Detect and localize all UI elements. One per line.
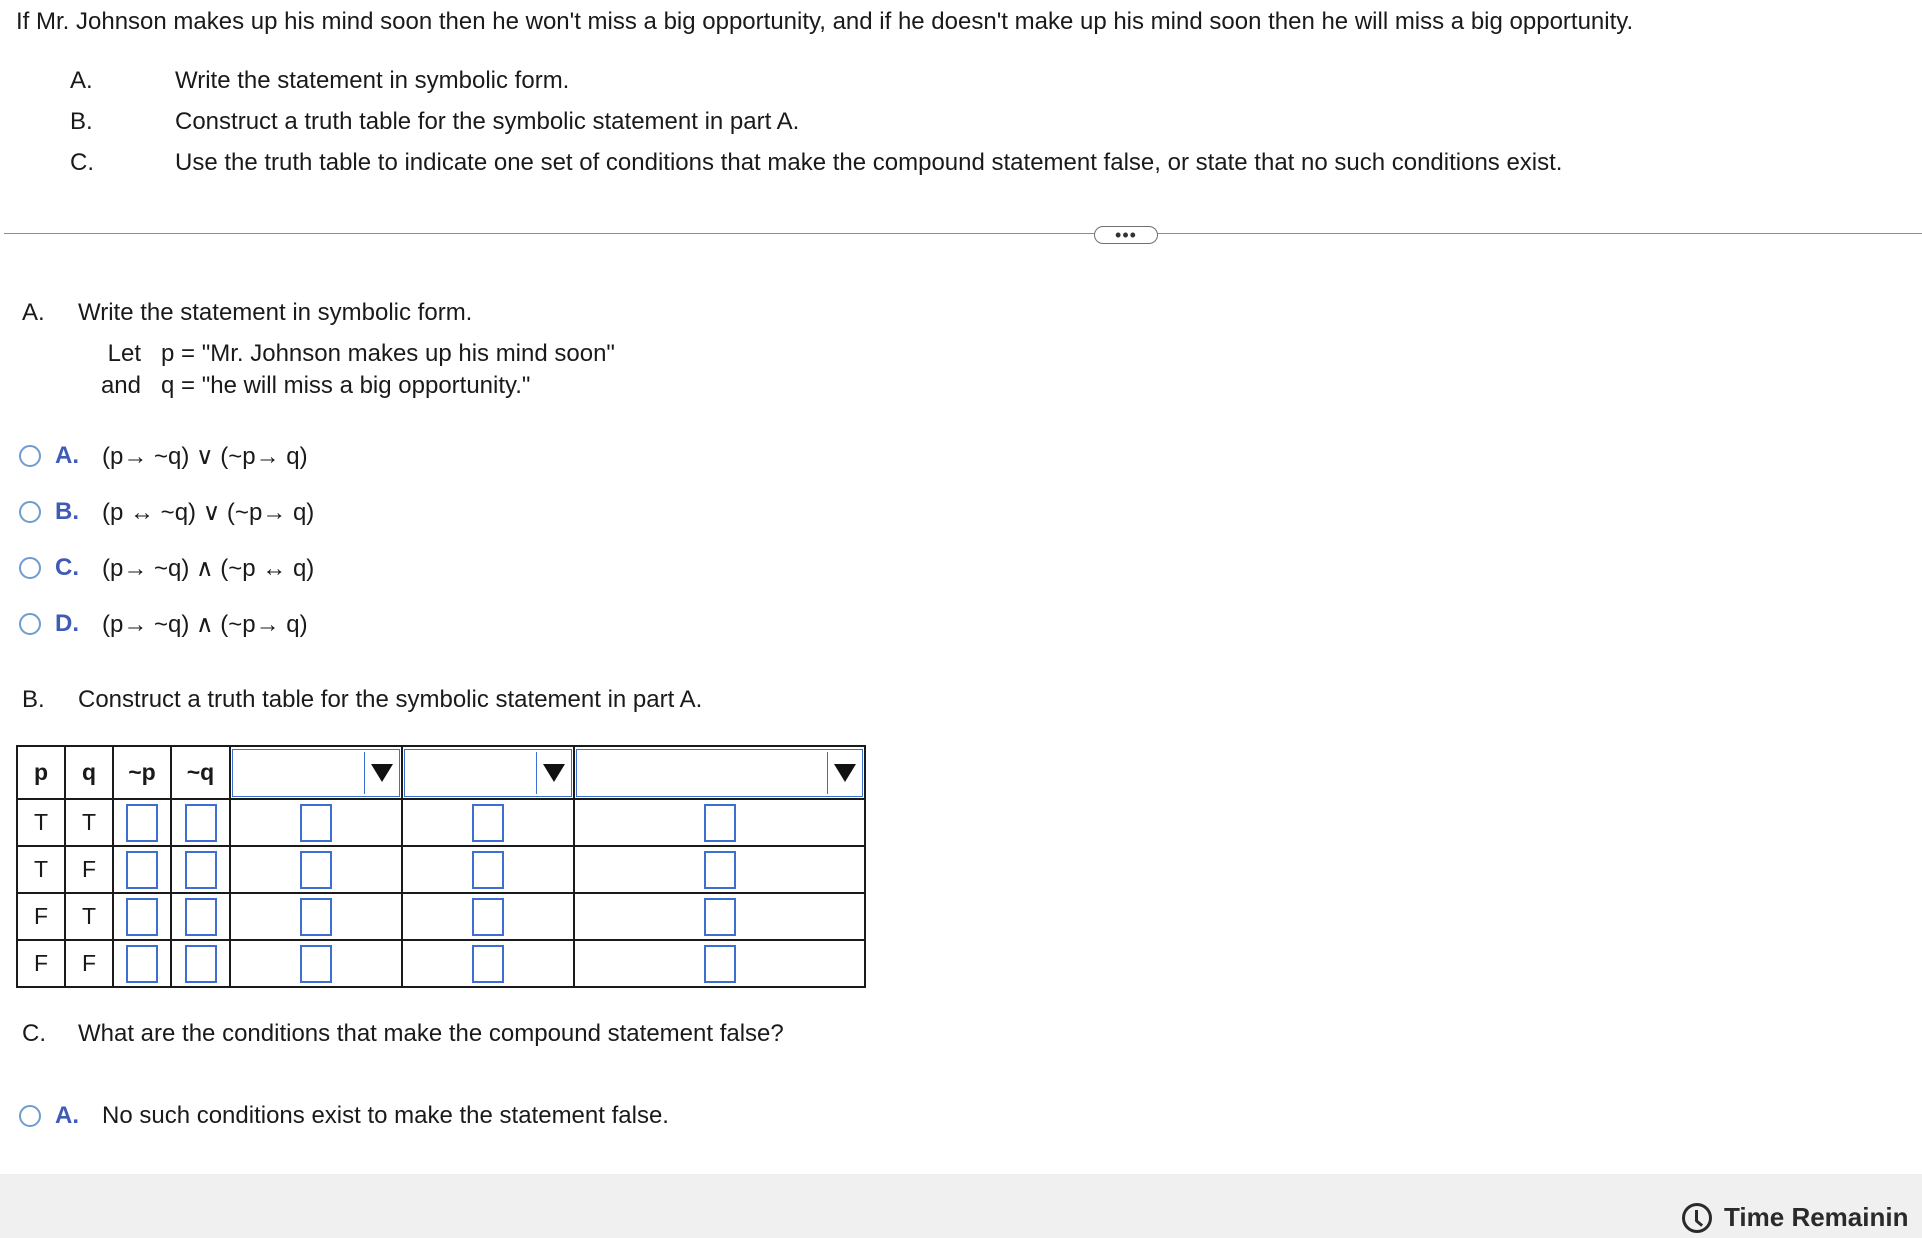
truth-table-row: [17, 940, 865, 987]
part-a-letter: A.: [22, 299, 45, 326]
cell-input: [113, 893, 171, 940]
clock-icon: [1682, 1203, 1712, 1233]
part-a-option-d[interactable]: [19, 604, 308, 644]
option-letter: B.: [55, 498, 79, 525]
cell-input: [230, 846, 402, 893]
truth-table-header: [17, 746, 865, 799]
header-q: q: [65, 746, 113, 799]
part-c-heading: [22, 1020, 784, 1048]
cell-p: F: [17, 893, 65, 940]
answer-input-box[interactable]: [704, 898, 736, 936]
answer-input-box[interactable]: [704, 804, 736, 842]
cell-q: T: [65, 799, 113, 846]
part-b-title: Construct a truth table for the symbolic statement in part A.: [78, 686, 703, 713]
option-letter: D.: [55, 610, 79, 637]
dropdown-separator: [536, 752, 537, 794]
answer-input-box[interactable]: [300, 898, 332, 936]
header-p: p: [17, 746, 65, 799]
part-a-title: Write the statement in symbolic form.: [78, 299, 473, 326]
problem-part: [70, 60, 1562, 101]
header-not-q: ~q: [171, 746, 230, 799]
option-text: (p ↔ ~q) ∨ (~p→ q): [102, 498, 315, 526]
header-dropdown-cell: [230, 746, 402, 799]
part-a-option-c[interactable]: [19, 548, 314, 588]
time-remaining-indicator[interactable]: [1682, 1202, 1908, 1233]
answer-input-box[interactable]: [185, 851, 217, 889]
cell-input: [113, 799, 171, 846]
option-letter: A.: [55, 1102, 79, 1129]
q-definition-row: [80, 370, 615, 402]
cell-q: F: [65, 940, 113, 987]
answer-input-box[interactable]: [126, 945, 158, 983]
answer-input-box[interactable]: [185, 945, 217, 983]
cell-input: [402, 846, 574, 893]
answer-input-box[interactable]: [472, 804, 504, 842]
q-definition: q = "he will miss a big opportunity.": [161, 372, 531, 399]
part-a-heading: [22, 299, 472, 327]
answer-input-box[interactable]: [126, 898, 158, 936]
option-letter: C.: [55, 554, 79, 581]
option-text: No such conditions exist to make the statement false.: [102, 1102, 669, 1129]
part-a-option-b[interactable]: [19, 492, 314, 532]
cell-input: [171, 799, 230, 846]
dropdown-separator: [364, 752, 365, 794]
cell-input: [113, 940, 171, 987]
cell-p: F: [17, 940, 65, 987]
cell-p: T: [17, 799, 65, 846]
answer-input-box[interactable]: [126, 804, 158, 842]
cell-input: [230, 893, 402, 940]
answer-input-box[interactable]: [472, 851, 504, 889]
column-expression-dropdown[interactable]: [232, 749, 400, 797]
cell-input: [574, 799, 865, 846]
problem-part-text: Construct a truth table for the symbolic statement in part A.: [175, 107, 800, 135]
cell-q: F: [65, 846, 113, 893]
problem-part-letter: A.: [70, 66, 93, 94]
radio-button[interactable]: [19, 557, 41, 579]
answer-input-box[interactable]: [300, 851, 332, 889]
cell-input: [574, 893, 865, 940]
answer-input-box[interactable]: [704, 945, 736, 983]
answer-input-box[interactable]: [185, 804, 217, 842]
problem-part-letter: C.: [70, 148, 94, 176]
answer-input-box[interactable]: [300, 804, 332, 842]
and-word: and: [100, 372, 141, 399]
radio-button[interactable]: [19, 613, 41, 635]
variable-definitions: [80, 338, 615, 402]
truth-table-row: [17, 893, 865, 940]
part-c-title: What are the conditions that make the compound statement false?: [78, 1020, 784, 1047]
cell-q: T: [65, 893, 113, 940]
truth-table-row: [17, 846, 865, 893]
footer-bar: [0, 1174, 1922, 1238]
option-letter: A.: [55, 442, 79, 469]
section-divider: [4, 233, 1922, 234]
header-dropdown-cell: [574, 746, 865, 799]
part-b-heading: [22, 686, 702, 714]
header-dropdown-cell: [402, 746, 574, 799]
dropdown-arrow-icon: [371, 764, 393, 782]
cell-input: [402, 940, 574, 987]
option-text: (p→ ~q) ∧ (~p→ q): [102, 610, 308, 638]
dropdown-arrow-icon: [543, 764, 565, 782]
cell-input: [402, 799, 574, 846]
cell-input: [402, 893, 574, 940]
cell-input: [113, 846, 171, 893]
truth-table-row: [17, 799, 865, 846]
answer-input-box[interactable]: [472, 945, 504, 983]
problem-part-text: Write the statement in symbolic form.: [175, 66, 570, 94]
dropdown-arrow-icon: [834, 764, 856, 782]
part-c-letter: C.: [22, 1020, 46, 1047]
answer-input-box[interactable]: [126, 851, 158, 889]
answer-input-box[interactable]: [704, 851, 736, 889]
option-text: (p→ ~q) ∧ (~p ↔ q): [102, 554, 315, 582]
problem-part-text: Use the truth table to indicate one set of conditions that make the compound statement false, or state that no such conditions exist.: [175, 148, 1563, 176]
radio-button[interactable]: [19, 1105, 41, 1127]
p-definition: p = "Mr. Johnson makes up his mind soon": [161, 340, 615, 367]
problem-part: [70, 101, 1562, 142]
cell-input: [230, 940, 402, 987]
truth-table: [16, 745, 866, 988]
p-definition-row: [80, 338, 615, 370]
cell-p: T: [17, 846, 65, 893]
problem-part: [70, 142, 1562, 183]
radio-button[interactable]: [19, 501, 41, 523]
part-a-option-a[interactable]: [19, 436, 308, 476]
cell-input: [171, 846, 230, 893]
part-b-letter: B.: [22, 686, 45, 713]
answer-input-box[interactable]: [185, 898, 217, 936]
radio-button[interactable]: [19, 445, 41, 467]
dropdown-separator: [827, 752, 828, 794]
problem-part-letter: B.: [70, 107, 93, 135]
expand-more-button[interactable]: •••: [1094, 226, 1158, 244]
column-expression-dropdown[interactable]: [576, 749, 863, 797]
let-word: Let: [107, 340, 141, 367]
problem-statement: If Mr. Johnson makes up his mind soon then he won't miss a big opportunity, and if he doesn't make up his mind soon then he will miss a big opportunity.: [16, 8, 1634, 35]
cell-input: [171, 893, 230, 940]
time-remaining-label: Time Remainin: [1724, 1202, 1909, 1232]
option-text: (p→ ~q) ∨ (~p→ q): [102, 442, 308, 470]
cell-input: [171, 940, 230, 987]
column-expression-dropdown[interactable]: [404, 749, 572, 797]
answer-input-box[interactable]: [300, 945, 332, 983]
cell-input: [230, 799, 402, 846]
header-not-p: ~p: [113, 746, 171, 799]
problem-parts-list: [70, 60, 1562, 183]
answer-input-box[interactable]: [472, 898, 504, 936]
cell-input: [574, 846, 865, 893]
cell-input: [574, 940, 865, 987]
part-c-option-a[interactable]: [19, 1096, 669, 1136]
